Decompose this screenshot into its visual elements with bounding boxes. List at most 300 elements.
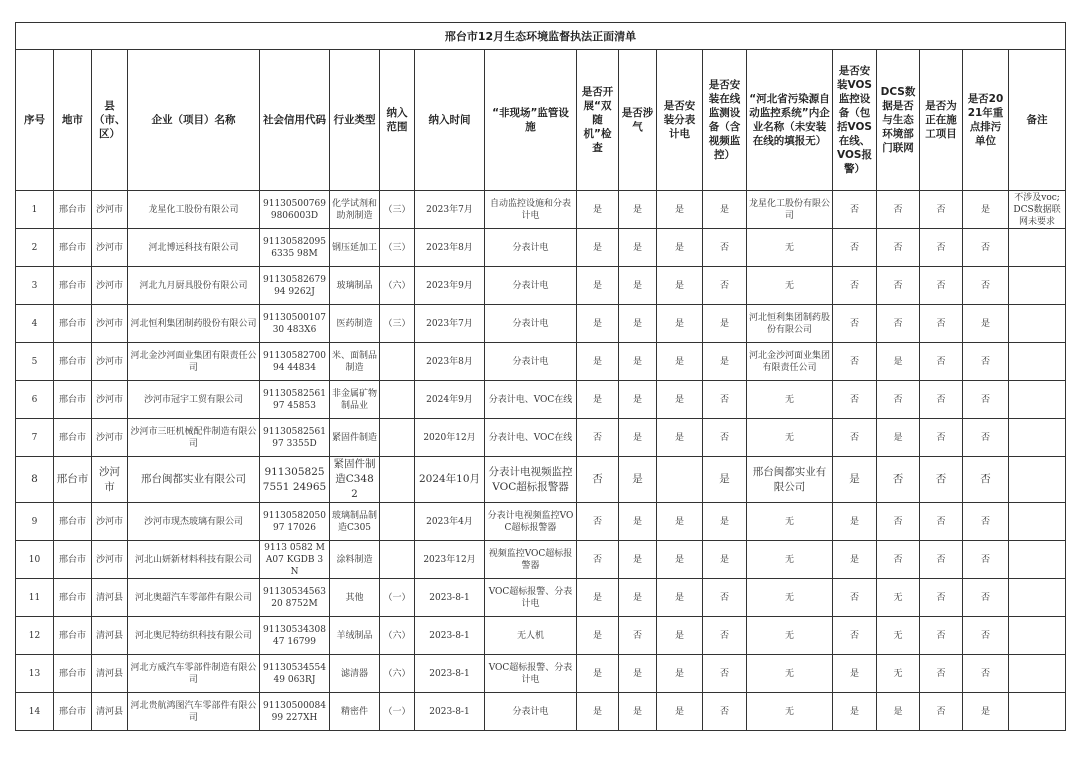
table-cell: 5 bbox=[16, 343, 54, 381]
table-cell: 是 bbox=[619, 305, 657, 343]
table-cell: 否 bbox=[577, 457, 619, 503]
table-cell: 无 bbox=[747, 617, 833, 655]
table-cell: 沙河市 bbox=[92, 305, 128, 343]
table-cell: 沙河市三旺机械配件制造有限公司 bbox=[128, 419, 260, 457]
table-cell: 化学试剂和助剂制造 bbox=[330, 191, 380, 229]
table-cell: 2023年8月 bbox=[415, 343, 485, 381]
table-cell: 河北方威汽车零部件制造有限公司 bbox=[128, 655, 260, 693]
table-cell: 是 bbox=[877, 343, 920, 381]
table-cell: 是 bbox=[619, 419, 657, 457]
table-cell: 否 bbox=[963, 503, 1009, 541]
table-cell: 邢台市 bbox=[54, 343, 92, 381]
table-cell: 4 bbox=[16, 305, 54, 343]
table-cell: 2023年9月 bbox=[415, 267, 485, 305]
table-cell: 否 bbox=[833, 617, 877, 655]
table-cell: 清河县 bbox=[92, 579, 128, 617]
table-row bbox=[16, 305, 1066, 343]
col-header: 是否安装分表计电 bbox=[657, 50, 703, 191]
table-cell: 是 bbox=[619, 381, 657, 419]
table-cell: 2023年12月 bbox=[415, 541, 485, 579]
table-cell: 分表计电视频监控VOC超标报警器 bbox=[485, 457, 577, 503]
table-cell: （一） bbox=[380, 693, 415, 731]
table-cell: 是 bbox=[703, 457, 747, 503]
table-cell: 否 bbox=[920, 191, 963, 229]
table-cell: 2 bbox=[16, 229, 54, 267]
table-cell: 否 bbox=[877, 381, 920, 419]
table-cell bbox=[1009, 305, 1066, 343]
table-cell: 钢压延加工 bbox=[330, 229, 380, 267]
table-cell bbox=[1009, 655, 1066, 693]
table-cell: 9113058270094 44834 bbox=[260, 343, 330, 381]
table-cell: 河北九月厨具股份有限公司 bbox=[128, 267, 260, 305]
table-cell: 滤清器 bbox=[330, 655, 380, 693]
table-cell: 否 bbox=[703, 617, 747, 655]
col-header: 企业（项目）名称 bbox=[128, 50, 260, 191]
table-cell: 清河县 bbox=[92, 617, 128, 655]
table-cell: 沙河市冠宇工贸有限公司 bbox=[128, 381, 260, 419]
table-cell bbox=[1009, 617, 1066, 655]
table-cell: 邢台闽都实业有限公司 bbox=[128, 457, 260, 503]
table-cell: 是 bbox=[657, 305, 703, 343]
table-cell: 是 bbox=[703, 305, 747, 343]
table-cell: 9113050008499 227XH bbox=[260, 693, 330, 731]
table-cell: 否 bbox=[877, 503, 920, 541]
table-cell: 邢台市 bbox=[54, 617, 92, 655]
table-row bbox=[16, 541, 1066, 579]
table-cell bbox=[1009, 541, 1066, 579]
table-cell: 紧固件制造 bbox=[330, 419, 380, 457]
table-cell: 是 bbox=[657, 267, 703, 305]
table-cell: 邢台闽都实业有限公司 bbox=[747, 457, 833, 503]
table-cell: 分表计电 bbox=[485, 305, 577, 343]
table-cell: 否 bbox=[703, 381, 747, 419]
table-cell: 否 bbox=[963, 541, 1009, 579]
table-cell: 是 bbox=[619, 191, 657, 229]
table-cell: 否 bbox=[703, 229, 747, 267]
col-header: 备注 bbox=[1009, 50, 1066, 191]
table-cell: 邢台市 bbox=[54, 655, 92, 693]
table-cell: 是 bbox=[619, 693, 657, 731]
table-cell bbox=[657, 457, 703, 503]
table-cell: 沙河市 bbox=[92, 381, 128, 419]
table-cell: 邢台市 bbox=[54, 267, 92, 305]
table-cell: 非金属矿物制品业 bbox=[330, 381, 380, 419]
table-cell bbox=[380, 541, 415, 579]
table-cell: 河北奥尼特纺织科技有限公司 bbox=[128, 617, 260, 655]
table-cell: 是 bbox=[657, 693, 703, 731]
table-cell: 否 bbox=[703, 655, 747, 693]
col-header: 社会信用代码 bbox=[260, 50, 330, 191]
table-cell: 否 bbox=[920, 541, 963, 579]
table-cell: 是 bbox=[703, 191, 747, 229]
table-cell bbox=[1009, 229, 1066, 267]
table-cell: 清河县 bbox=[92, 693, 128, 731]
table-cell: 否 bbox=[703, 419, 747, 457]
table-cell: 否 bbox=[963, 617, 1009, 655]
table-cell: 否 bbox=[619, 617, 657, 655]
table-cell: 2023年4月 bbox=[415, 503, 485, 541]
table-cell: 9 bbox=[16, 503, 54, 541]
table-row bbox=[16, 381, 1066, 419]
table-row bbox=[16, 617, 1066, 655]
table-cell: 是 bbox=[833, 457, 877, 503]
table-cell bbox=[1009, 419, 1066, 457]
table-cell: 无 bbox=[747, 419, 833, 457]
table-cell: 河北奥韶汽车零部件有限公司 bbox=[128, 579, 260, 617]
table-cell: 分表计电 bbox=[485, 229, 577, 267]
table-cell: 是 bbox=[657, 579, 703, 617]
table-cell: 是 bbox=[657, 419, 703, 457]
table-cell: 否 bbox=[703, 579, 747, 617]
table-cell: 2023-8-1 bbox=[415, 579, 485, 617]
col-header: 是否2021年重点排污单位 bbox=[963, 50, 1009, 191]
col-header: 地市 bbox=[54, 50, 92, 191]
table-cell: 9113050010730 483X6 bbox=[260, 305, 330, 343]
table-cell: 否 bbox=[920, 617, 963, 655]
table-cell: 否 bbox=[920, 343, 963, 381]
table-cell: 无 bbox=[747, 503, 833, 541]
col-header: 县（市、区） bbox=[92, 50, 128, 191]
table-cell: 河北恒利集团制药股份有限公司 bbox=[747, 305, 833, 343]
table-cell: 沙河市现杰玻璃有限公司 bbox=[128, 503, 260, 541]
table-cell bbox=[380, 503, 415, 541]
table-cell: 否 bbox=[963, 457, 1009, 503]
table-cell: 13 bbox=[16, 655, 54, 693]
table-row bbox=[16, 267, 1066, 305]
col-header: 行业类型 bbox=[330, 50, 380, 191]
table-cell: 分表计电 bbox=[485, 343, 577, 381]
table-cell: 邢台市 bbox=[54, 305, 92, 343]
table-cell: 14 bbox=[16, 693, 54, 731]
col-header: 是否安装在线监测设备（含视频监控） bbox=[703, 50, 747, 191]
table-cell: （一） bbox=[380, 579, 415, 617]
table-cell: 12 bbox=[16, 617, 54, 655]
table-cell: 是 bbox=[963, 305, 1009, 343]
table-cell: 否 bbox=[920, 381, 963, 419]
table-cell: 分表计电 bbox=[485, 267, 577, 305]
table-cell: 否 bbox=[833, 381, 877, 419]
table-cell: 是 bbox=[619, 655, 657, 693]
table-cell: 否 bbox=[877, 191, 920, 229]
table-cell: 无 bbox=[877, 617, 920, 655]
table-cell: 1 bbox=[16, 191, 54, 229]
table-cell: 否 bbox=[920, 229, 963, 267]
table-cell: 沙河市 bbox=[92, 419, 128, 457]
table-cell: 2020年12月 bbox=[415, 419, 485, 457]
table-cell bbox=[1009, 381, 1066, 419]
table-cell: 否 bbox=[877, 305, 920, 343]
table-cell: 6 bbox=[16, 381, 54, 419]
table-cell: 自动监控设施和分表计电 bbox=[485, 191, 577, 229]
table-cell: 沙河市 bbox=[92, 229, 128, 267]
col-header: 是否安装VOS监控设备（包括VOS在线、VOS报警） bbox=[833, 50, 877, 191]
table-cell: 11 bbox=[16, 579, 54, 617]
table-cell: 是 bbox=[877, 419, 920, 457]
table-cell: 分表计电 bbox=[485, 693, 577, 731]
table-cell: 其他 bbox=[330, 579, 380, 617]
table-cell: 河北博远科技有限公司 bbox=[128, 229, 260, 267]
table-cell: 米、面制品制造 bbox=[330, 343, 380, 381]
table-cell: 无 bbox=[747, 579, 833, 617]
table-cell: 沙河市 bbox=[92, 457, 128, 503]
table-cell: （六） bbox=[380, 655, 415, 693]
table-cell: 沙河市 bbox=[92, 343, 128, 381]
table-cell: 玻璃制品制造C305 bbox=[330, 503, 380, 541]
table-row bbox=[16, 191, 1066, 229]
table-cell: 否 bbox=[963, 579, 1009, 617]
col-header: 是否为正在施工项目 bbox=[920, 50, 963, 191]
table-cell: 2024年10月 bbox=[415, 457, 485, 503]
table-cell: 是 bbox=[833, 503, 877, 541]
col-header: 纳入范围 bbox=[380, 50, 415, 191]
table-cell: 否 bbox=[963, 381, 1009, 419]
table-cell: 是 bbox=[833, 693, 877, 731]
table-cell: VOC超标报警、分表计电 bbox=[485, 655, 577, 693]
document-page bbox=[15, 22, 1065, 731]
table-cell: 是 bbox=[619, 457, 657, 503]
table-cell: （三） bbox=[380, 229, 415, 267]
table-cell: 否 bbox=[577, 419, 619, 457]
table-cell: 否 bbox=[877, 267, 920, 305]
table-cell: 涂料制造 bbox=[330, 541, 380, 579]
table-cell: 精密件 bbox=[330, 693, 380, 731]
table-cell: 羊绒制品 bbox=[330, 617, 380, 655]
table-cell: 否 bbox=[877, 229, 920, 267]
table-cell: 邢台市 bbox=[54, 419, 92, 457]
table-cell: 10 bbox=[16, 541, 54, 579]
table-body bbox=[16, 191, 1066, 731]
table-cell: 是 bbox=[577, 693, 619, 731]
table-cell bbox=[380, 343, 415, 381]
table-cell: 9113053430847 16799 bbox=[260, 617, 330, 655]
table-cell: 是 bbox=[657, 655, 703, 693]
table-cell: 是 bbox=[657, 191, 703, 229]
table-cell: 无 bbox=[747, 229, 833, 267]
table-cell: VOC超标报警、分表计电 bbox=[485, 579, 577, 617]
table-row bbox=[16, 693, 1066, 731]
table-cell: 否 bbox=[920, 655, 963, 693]
table-cell: 7 bbox=[16, 419, 54, 457]
table-cell: 邢台市 bbox=[54, 693, 92, 731]
table-cell: 9113053456320 8752M bbox=[260, 579, 330, 617]
table-cell: 否 bbox=[833, 305, 877, 343]
table-cell: 是 bbox=[619, 229, 657, 267]
table-cell: 邢台市 bbox=[54, 381, 92, 419]
table-cell bbox=[380, 381, 415, 419]
table-cell: 无 bbox=[747, 267, 833, 305]
table-cell: 否 bbox=[920, 503, 963, 541]
table-row bbox=[16, 503, 1066, 541]
table-cell: 2023年7月 bbox=[415, 191, 485, 229]
table-cell: 分表计电视频监控VOC超标报警器 bbox=[485, 503, 577, 541]
table-cell: 无 bbox=[747, 655, 833, 693]
table-cell: 龙星化工股份有限公司 bbox=[128, 191, 260, 229]
table-cell: 否 bbox=[920, 305, 963, 343]
table-cell: （六） bbox=[380, 617, 415, 655]
table-cell: 是 bbox=[833, 655, 877, 693]
table-cell: 无 bbox=[747, 381, 833, 419]
table-cell: 是 bbox=[619, 579, 657, 617]
table-cell: 9113053455449 063RJ bbox=[260, 655, 330, 693]
table-cell bbox=[1009, 693, 1066, 731]
table-cell: 是 bbox=[577, 381, 619, 419]
table-cell: 是 bbox=[657, 617, 703, 655]
table-cell: （三） bbox=[380, 191, 415, 229]
table-cell: 否 bbox=[963, 419, 1009, 457]
table-cell bbox=[1009, 343, 1066, 381]
table-cell: 是 bbox=[577, 343, 619, 381]
table-cell: 是 bbox=[619, 541, 657, 579]
table-cell: 否 bbox=[833, 267, 877, 305]
table-cell: 否 bbox=[577, 503, 619, 541]
table-cell: 分表计电、VOC在线 bbox=[485, 381, 577, 419]
table-cell: 邢台市 bbox=[54, 457, 92, 503]
table-cell bbox=[380, 457, 415, 503]
table-cell bbox=[1009, 579, 1066, 617]
table-cell: 是 bbox=[657, 541, 703, 579]
table-cell: 否 bbox=[833, 579, 877, 617]
table-cell: 是 bbox=[963, 191, 1009, 229]
table-cell: 否 bbox=[920, 267, 963, 305]
table-cell: 否 bbox=[703, 693, 747, 731]
table-cell: 是 bbox=[619, 503, 657, 541]
table-cell: 否 bbox=[920, 457, 963, 503]
table-row bbox=[16, 229, 1066, 267]
table-cell: 否 bbox=[963, 655, 1009, 693]
table-cell: 9113058205097 17026 bbox=[260, 503, 330, 541]
table-cell: （六） bbox=[380, 267, 415, 305]
table-cell: 否 bbox=[920, 579, 963, 617]
col-header: 纳入时间 bbox=[415, 50, 485, 191]
table-cell: 是 bbox=[833, 541, 877, 579]
table-row bbox=[16, 655, 1066, 693]
table-row bbox=[16, 343, 1066, 381]
header-row bbox=[16, 50, 1066, 191]
table-cell: 无 bbox=[747, 693, 833, 731]
table-cell: 河北山妍新材料科技有限公司 bbox=[128, 541, 260, 579]
enforcement-list-table bbox=[15, 22, 1066, 731]
table-cell: 9113058267994 9262J bbox=[260, 267, 330, 305]
table-cell: 清河县 bbox=[92, 655, 128, 693]
table-cell: 否 bbox=[877, 457, 920, 503]
table-cell: 是 bbox=[577, 229, 619, 267]
col-header: 是否开展“双随机”检查 bbox=[577, 50, 619, 191]
table-cell: 否 bbox=[833, 191, 877, 229]
table-cell: 邢台市 bbox=[54, 191, 92, 229]
table-cell: 是 bbox=[657, 503, 703, 541]
table-cell: 河北金沙河面业集团有限责任公司 bbox=[747, 343, 833, 381]
table-cell: 沙河市 bbox=[92, 541, 128, 579]
table-cell: 是 bbox=[703, 503, 747, 541]
table-cell: 2023-8-1 bbox=[415, 617, 485, 655]
table-cell: 河北贵航鸿图汽车零部件有限公司 bbox=[128, 693, 260, 731]
table-cell: （三） bbox=[380, 305, 415, 343]
table-title: 邢台市12月生态环境监督执法正面清单 bbox=[16, 23, 1066, 50]
table-row bbox=[16, 457, 1066, 503]
table-cell: 是 bbox=[963, 693, 1009, 731]
table-cell: 8 bbox=[16, 457, 54, 503]
table-cell: 3 bbox=[16, 267, 54, 305]
table-cell: 视频监控VOC超标报警器 bbox=[485, 541, 577, 579]
table-cell: 无 bbox=[877, 579, 920, 617]
table-cell: 是 bbox=[877, 693, 920, 731]
table-cell: 是 bbox=[577, 267, 619, 305]
table-cell: 无人机 bbox=[485, 617, 577, 655]
table-cell: 沙河市 bbox=[92, 191, 128, 229]
table-cell: 否 bbox=[963, 343, 1009, 381]
table-cell: 9113058257551 24965 bbox=[260, 457, 330, 503]
table-cell: 否 bbox=[833, 229, 877, 267]
table-cell: 邢台市 bbox=[54, 229, 92, 267]
col-header: DCS数据是否与生态环境部门联网 bbox=[877, 50, 920, 191]
table-cell: 是 bbox=[619, 343, 657, 381]
table-cell: 否 bbox=[920, 419, 963, 457]
table-cell: 是 bbox=[657, 229, 703, 267]
table-cell: 沙河市 bbox=[92, 267, 128, 305]
table-cell: 是 bbox=[577, 617, 619, 655]
table-cell: 是 bbox=[657, 343, 703, 381]
table-cell: 否 bbox=[920, 693, 963, 731]
table-cell: 否 bbox=[963, 267, 1009, 305]
table-cell: 是 bbox=[577, 655, 619, 693]
table-row bbox=[16, 419, 1066, 457]
table-cell: 沙河市 bbox=[92, 503, 128, 541]
table-cell: 邢台市 bbox=[54, 503, 92, 541]
table-cell: 玻璃制品 bbox=[330, 267, 380, 305]
table-cell bbox=[380, 419, 415, 457]
table-cell: 是 bbox=[577, 579, 619, 617]
table-cell: 否 bbox=[577, 541, 619, 579]
table-cell: 河北恒利集团制药股份有限公司 bbox=[128, 305, 260, 343]
table-cell: 9113058256197 3355D bbox=[260, 419, 330, 457]
table-row bbox=[16, 579, 1066, 617]
table-cell: 不涉及voc;DCS数据联网未要求 bbox=[1009, 191, 1066, 229]
col-header: “非现场”监管设施 bbox=[485, 50, 577, 191]
table-cell: 是 bbox=[577, 305, 619, 343]
table-cell: 9113 0582 MA07 KGDB 3N bbox=[260, 541, 330, 579]
table-cell: 紧固件制造C3482 bbox=[330, 457, 380, 503]
table-cell bbox=[1009, 457, 1066, 503]
table-cell: 2023年8月 bbox=[415, 229, 485, 267]
table-cell bbox=[1009, 267, 1066, 305]
table-cell: 邢台市 bbox=[54, 541, 92, 579]
table-cell: 分表计电、VOC在线 bbox=[485, 419, 577, 457]
table-cell: 9113058256197 45853 bbox=[260, 381, 330, 419]
table-cell: 2023-8-1 bbox=[415, 655, 485, 693]
table-cell: 无 bbox=[877, 655, 920, 693]
table-cell: 医药制造 bbox=[330, 305, 380, 343]
table-cell: 是 bbox=[657, 381, 703, 419]
table-cell: 否 bbox=[963, 229, 1009, 267]
table-cell: 911305820956335 98M bbox=[260, 229, 330, 267]
table-cell: 河北金沙河面业集团有限责任公司 bbox=[128, 343, 260, 381]
table-cell: 龙星化工股份有限公司 bbox=[747, 191, 833, 229]
table-cell: 否 bbox=[703, 267, 747, 305]
table-cell: 否 bbox=[833, 343, 877, 381]
table-cell: 是 bbox=[703, 541, 747, 579]
table-cell bbox=[1009, 503, 1066, 541]
table-cell: 否 bbox=[833, 419, 877, 457]
col-header: 是否涉气 bbox=[619, 50, 657, 191]
col-header: 序号 bbox=[16, 50, 54, 191]
table-cell: 是 bbox=[703, 343, 747, 381]
table-cell: 是 bbox=[577, 191, 619, 229]
table-cell: 无 bbox=[747, 541, 833, 579]
table-cell: 2024年9月 bbox=[415, 381, 485, 419]
col-header: “河北省污染源自动监控系统”内企业名称（未安装在线的填报无） bbox=[747, 50, 833, 191]
table-cell: 邢台市 bbox=[54, 579, 92, 617]
table-cell: 是 bbox=[619, 267, 657, 305]
